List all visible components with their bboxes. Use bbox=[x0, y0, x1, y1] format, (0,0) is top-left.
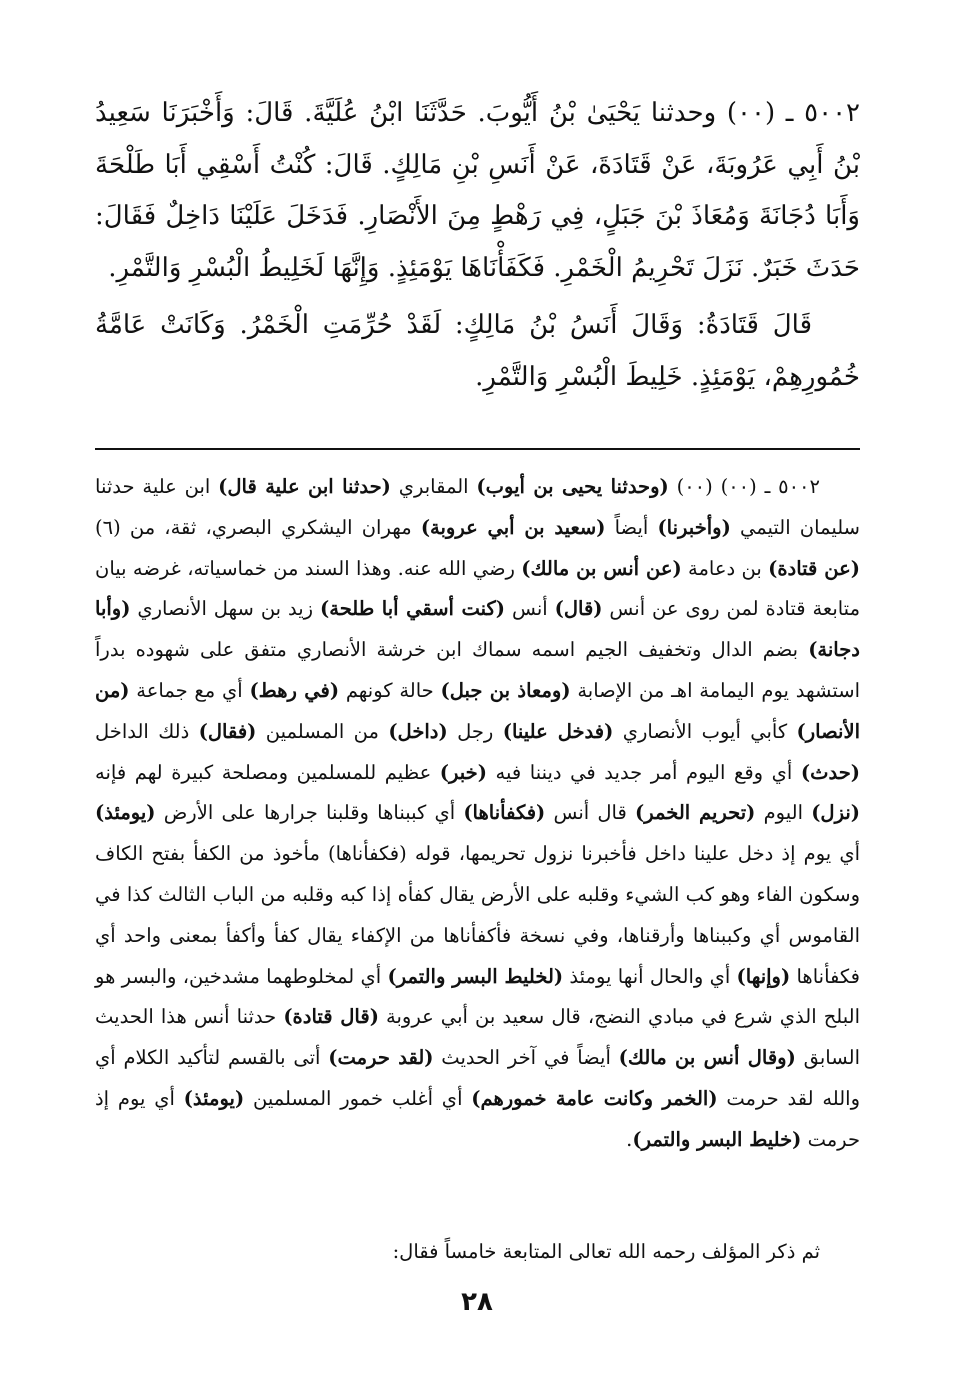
commentary-quote: (وإنها) bbox=[736, 964, 791, 988]
commentary-quote: (وقال أنس بن مالك) bbox=[618, 1046, 796, 1070]
commentary-text-segment: قال أنس bbox=[545, 801, 635, 825]
commentary-quote: (قال) bbox=[554, 597, 603, 621]
commentary-quote: (فدخل علينا) bbox=[502, 719, 614, 743]
commentary-text-segment: أي كببناها وقلبنا جرارها على الأرض bbox=[155, 801, 464, 825]
commentary-text-segment: أيضاً bbox=[605, 515, 658, 539]
commentary-text-segment: أي يوم إذ حرمت bbox=[95, 1086, 860, 1151]
commentary-text-segment: اليوم bbox=[755, 801, 812, 825]
commentary-quote: (وأخبرنا) bbox=[657, 515, 731, 539]
commentary-quote: (حدث) bbox=[800, 760, 861, 784]
commentary-quote: (خبر) bbox=[439, 760, 487, 784]
commentary-quote: (كنت أسقي أبا طلحة) bbox=[320, 597, 506, 621]
commentary-quote: (ومعاذ بن جبل) bbox=[440, 678, 571, 702]
commentary-quote: (عن قتادة) bbox=[768, 556, 860, 580]
commentary-text-segment: أنس bbox=[505, 597, 555, 621]
commentary-text-segment: أيضاً في آخر الحديث bbox=[433, 1046, 619, 1070]
commentary-text-segment: رجل bbox=[447, 719, 503, 743]
commentary-quote: (من الأنصار) bbox=[95, 678, 860, 743]
hadith-paragraph-1: ٥٠٠٢ ـ (٠٠) وحدثنا يَحْيَىٰ بْنُ أَيُّوبَ. حَدَّثَنَا ابْنُ عُلَيَّةَ. قَالَ: وَأَخْبَرَنَا سَعِيدُ بْنُ أَبِي عَرُوبَةَ، عَنْ قَتَادَةَ، عَنْ أَنَسِ بْنِ مَالِكٍ. قَالَ: كُنْتُ أَسْقِي أَبَا طَلْحَةَ وَأَبَا دُجَانَةَ وَمُعَاذَ بْنَ جَبَلٍ، فِي رَهْطٍ مِنَ الأَنْصَارِ. فَدَخَلَ عَلَيْنَا دَاخِلٌ فَقَالَ: حَدَثَ خَبَرٌ. نَزَلَ تَحْرِيمُ الْخَمْرِ. فَكَفَأْنَاهَا يَوْمَئِذٍ. وَإِنَّهَا لَخَلِيطُ الْبُسْرِ وَالتَّمْرِ. bbox=[95, 98, 860, 283]
commentary-text-segment: حالة كونهم bbox=[339, 678, 441, 702]
commentary-text-segment: ذلك الداخل bbox=[95, 719, 199, 743]
commentary-quote: (قال قتادة) bbox=[283, 1005, 379, 1029]
commentary-quote: (سعيد بن أبي عروبة) bbox=[420, 515, 606, 539]
commentary-text-segment: زيد بن سهل الأنصاري bbox=[130, 597, 321, 621]
commentary-quote: (حدثنا ابن علية قال) bbox=[218, 475, 391, 498]
commentary-text-segment: حدثنا أنس هذا الحديث السابق bbox=[95, 1005, 860, 1070]
separator-line bbox=[95, 448, 860, 450]
commentary-quote: (في رهط) bbox=[249, 678, 340, 702]
commentary-quote: (فكفأناها) bbox=[463, 801, 546, 825]
commentary-text-segment: أي وقع اليوم أمر جديد في ديننا فيه bbox=[486, 760, 801, 784]
commentary-quote: (يومئذ) bbox=[95, 801, 156, 825]
commentary-text-segment: رضي الله عنه. وهذا السند من خماسياته، غرضه بيان متابعة قتادة لمن روى عن أنس bbox=[95, 556, 861, 621]
hadith-text bbox=[95, 88, 860, 403]
commentary-text-segment: بضم الدال وتخفيف الجيم اسمه سماك ابن خرشة الأنصاري متفق على شهوده بدراً استشهد يوم اليمامة اهـ من الإصابة bbox=[95, 638, 860, 702]
commentary-quote: (يومئذ) bbox=[183, 1086, 245, 1110]
hadith-paragraph-2: قَالَ قَتَادَةُ: وَقَالَ أَنَسُ بْنُ مَالِكٍ: لَقَدْ حُرِّمَتِ الْخَمْرُ. وَكَانَتْ عَامَّةُ خُمُورِهِمْ، يَوْمَئِذٍ. خَلِيطَ الْبُسْرِ وَالتَّمْرِ. bbox=[95, 310, 860, 392]
commentary-quote: (تحريم الخمر) bbox=[635, 801, 756, 825]
commentary-quote: (لخليط البسر والتمر) bbox=[387, 964, 564, 988]
closing-line: ثم ذكر المؤلف رحمه الله تعالى المتابعة خامساً فقال: bbox=[392, 1240, 820, 1263]
commentary-text-segment: أي يوم إذ دخل علينا داخل فأخبرنا نزول تحريمها، قوله (فكفأناها) مأخوذ من الكفأ بفتح الكاف وسكون الفاء وهو كب الشيء وقلبه على الأرض يقال كفأه إذا كبه وقلبه من الباب الثالث كذا في القاموس أي وكببناها وأرقناها، وفي نسخة فأكفأناها من الإكفاء يقال كفأ وأكفأ بمعنى واحد أي فكفأناها bbox=[95, 842, 861, 988]
commentary-quote: (عن أنس بن مالك) bbox=[521, 556, 682, 580]
commentary-text-segment: . bbox=[626, 1127, 633, 1151]
commentary-text-segment: أي لمخلوطهما مشدخين، والبسر هو البلح الذي شرع في مبادي النضج، قال سعيد بن أبي عروبة bbox=[95, 964, 860, 1029]
commentary-quote: (وأبا دجانة) bbox=[95, 597, 860, 662]
commentary-text-segment: أي مع جماعة bbox=[129, 678, 250, 702]
commentary-text-segment: مهران اليشكري البصري، ثقة، من (٦) bbox=[95, 515, 421, 539]
commentary-quote: (داخل) bbox=[388, 719, 448, 743]
page-number: ٢٨ bbox=[461, 1287, 493, 1317]
commentary-text-segment: من المسلمين bbox=[256, 719, 389, 743]
commentary-text bbox=[95, 467, 860, 1161]
commentary-text-segment: بن دعامة bbox=[681, 556, 769, 580]
commentary-quote: (فقال) bbox=[198, 719, 257, 743]
commentary-paragraph bbox=[95, 467, 860, 1161]
commentary-text-segment: أي أغلب خمور المسلمين bbox=[244, 1086, 472, 1110]
commentary-quote: (وحدثنا يحيى بن أيوب) bbox=[476, 475, 669, 498]
commentary-quote: (خليط البسر والتمر) bbox=[632, 1127, 802, 1151]
commentary-quote: (الخمر وكانت عامة خمورهم) bbox=[471, 1086, 718, 1110]
commentary-text-segment: أي والحال أنها يومئذ bbox=[563, 964, 737, 988]
commentary-quote: (نزل) bbox=[811, 801, 860, 825]
commentary-text-segment: ابن علية حدثنا سليمان التيمي bbox=[95, 475, 860, 539]
commentary-text-segment: ٥٠٠٢ ـ (٠٠) (٠٠) bbox=[668, 475, 821, 498]
commentary-text-segment: عظيم للمسلمين ومصلحة كبيرة لهم فإنه bbox=[95, 760, 440, 784]
commentary-text-segment: أتى بالقسم لتأكيد الكلام أي والله لقد حرمت bbox=[95, 1046, 861, 1110]
commentary-quote: (لقد حرمت) bbox=[328, 1046, 434, 1070]
commentary-text-segment: المقابري bbox=[390, 475, 477, 498]
commentary-text-segment: كأبي أيوب الأنصاري bbox=[613, 719, 797, 743]
